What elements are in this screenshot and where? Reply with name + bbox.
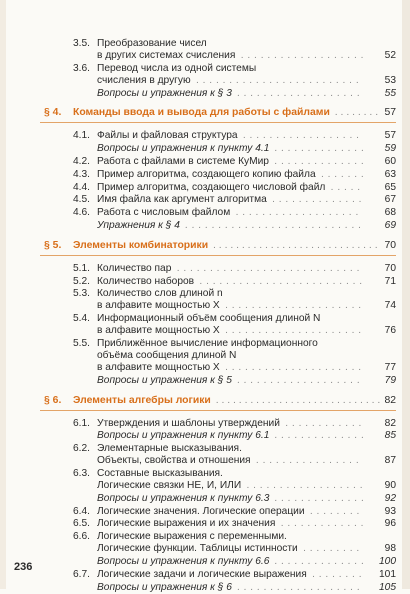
entry-number: 5.1. (73, 262, 90, 274)
entry-title-text: в алфавите мощностью X (97, 362, 220, 373)
entry-page: 74 (363, 300, 396, 312)
entry-title-text: в других системах счисления (97, 50, 236, 61)
entry-title-text: Вопросы и упражнения к § 6 (97, 581, 232, 593)
entry-title-text: Работа с файлами в системе КуМир (97, 156, 269, 167)
entry-title-text: Упражнения к § 4 (97, 220, 180, 231)
entry-title-text: Количество пар (97, 262, 172, 274)
section-rule (40, 255, 396, 256)
entry-page: 52 (363, 50, 396, 62)
entry-title-text: Вопросы и упражнения к § 3 (97, 87, 232, 99)
entry-title (97, 313, 396, 325)
entry-page: 60 (363, 156, 396, 168)
section-page: 82 (381, 395, 396, 407)
entry-number: 3.5. (73, 38, 90, 49)
entry-number: 5.4. (73, 313, 90, 325)
entry-title (97, 207, 396, 219)
entry-number: 4.1. (73, 130, 90, 142)
entry-title-text: в алфавите мощностью X (97, 325, 220, 337)
entry-title (97, 300, 396, 312)
entry-number: 6.3. (73, 468, 90, 479)
entry-page: 65 (363, 182, 396, 194)
entry-title (97, 276, 396, 288)
entry-page: 101 (363, 569, 396, 581)
entry-title-text: Вопросы и упражнения к пункту 6.6 (97, 556, 270, 567)
entry-title-text: Утверждения и шаблоны утверждений (97, 417, 280, 429)
entry-title (97, 63, 396, 75)
page-edge-left (0, 0, 6, 589)
section-number: § 5. (44, 239, 62, 251)
entry-title (97, 443, 396, 455)
entry-title-text: Количество слов длиной n (97, 288, 223, 300)
entry-number: 4.3. (73, 168, 90, 180)
entry-title (97, 143, 396, 155)
entry-number: 4.6. (73, 207, 90, 219)
entry-number: 4.5. (73, 194, 90, 206)
entry-page: 98 (363, 543, 396, 555)
entry-page: 100 (363, 556, 396, 568)
section-rule (40, 122, 396, 123)
section-title (73, 240, 396, 252)
entry-title-text: Логические функции. Таблицы истинности (97, 543, 298, 555)
entry-title-text: Составные высказывания. (97, 468, 223, 479)
entry-page: 92 (363, 493, 396, 505)
entry-title (97, 468, 396, 480)
entry-title-text: Вопросы и упражнения к пункту 6.1 (97, 430, 270, 442)
entry-number: 5.5. (73, 338, 90, 349)
entry-title (97, 263, 396, 275)
entry-title-text: Логические значения. Логические операции (97, 505, 305, 517)
entry-title-text: Логические выражения и их значения (97, 518, 276, 530)
entry-page: 76 (363, 325, 396, 337)
entry-page: 96 (363, 518, 396, 530)
entry-title-text: Количество наборов (97, 275, 195, 287)
entry-page: 90 (363, 480, 396, 492)
entry-number: 6.5. (73, 518, 90, 530)
entry-title-text: Информационный объём сообщения длиной N (97, 313, 321, 325)
entry-title (97, 531, 396, 543)
section-title (73, 107, 396, 119)
entry-title-text: Вопросы и упражнения к § 5 (97, 374, 232, 386)
section-title-text: Элементы комбинаторики (73, 239, 209, 251)
entry-title-text: Преобразование чисел (97, 38, 207, 49)
entry-page: 68 (363, 207, 396, 219)
page-number: 236 (14, 561, 33, 573)
entry-title-text: Файлы и файловая структура (97, 130, 238, 142)
entry-title-text: Логические задачи и логические выражения (97, 568, 307, 580)
section-number: § 4. (44, 107, 62, 119)
entry-title (97, 338, 396, 350)
entry-title-text: счисления в другую (97, 74, 191, 86)
entry-title-text: Пример алгоритма, создающего числовой файл (97, 181, 326, 193)
entry-title-text: Логические выражения с переменными. (97, 531, 287, 543)
section-title-text: Команды ввода и вывода для работы с файлами (73, 107, 330, 119)
entry-page: 67 (363, 194, 396, 206)
section-page: 57 (381, 107, 396, 119)
entry-page: 53 (363, 75, 396, 87)
entry-title (97, 220, 396, 232)
entry-number: 6.4. (73, 505, 90, 517)
entry-page: 79 (363, 375, 396, 387)
entry-title-text: Вопросы и упражнения к пункту 4.1 (97, 143, 270, 155)
entry-title (97, 362, 396, 374)
entry-page: 57 (363, 130, 396, 142)
entry-title (97, 480, 396, 492)
entry-number: 6.6. (73, 531, 90, 543)
entry-title-text: Имя файла как аргумент алгоритма (97, 194, 267, 206)
page-edge-right (402, 0, 410, 589)
entry-title-text: Элементарные высказывания. (97, 443, 242, 455)
entry-title-text: Вопросы и упражнения к пункту 6.3 (97, 492, 270, 504)
entry-number: 4.4. (73, 181, 90, 193)
entry-page: 85 (363, 430, 396, 442)
section-rule (40, 410, 396, 411)
entry-title (97, 194, 396, 206)
entry-title (97, 169, 396, 181)
entry-title (97, 182, 396, 194)
entry-title-text: Приближённое вычисление информационного (97, 338, 318, 349)
entry-title-text: Объекты, свойства и отношения (97, 455, 251, 467)
entry-page: 82 (363, 418, 396, 430)
entry-title (97, 418, 396, 430)
entry-page: 63 (363, 169, 396, 181)
entry-title (97, 455, 396, 467)
entry-title (97, 582, 396, 594)
entry-number: 5.3. (73, 288, 90, 300)
entry-number: 6.2. (73, 443, 90, 455)
entry-number: 6.7. (73, 568, 90, 580)
section-page: 70 (381, 240, 396, 252)
entry-title (97, 325, 396, 337)
entry-number: 4.2. (73, 156, 90, 167)
entry-title-text: Работа с числовым файлом (97, 207, 231, 219)
entry-title (97, 38, 396, 50)
entry-title (97, 375, 396, 387)
entry-title-text: объёма сообщения длиной N (97, 350, 237, 361)
entry-page: 105 (363, 582, 396, 594)
entry-title (97, 88, 396, 100)
section-title-text: Элементы алгебры логики (73, 394, 211, 406)
entry-title (97, 543, 396, 555)
entry-page: 93 (363, 506, 396, 518)
entry-title (97, 288, 396, 300)
entry-page: 71 (363, 276, 396, 288)
section-number: § 6. (44, 394, 62, 406)
entry-title (97, 556, 396, 568)
entry-number: 6.1. (73, 417, 90, 429)
entry-title-text: Пример алгоритма, создающего копию файла (97, 168, 316, 180)
entry-title (97, 156, 396, 168)
entry-page: 77 (363, 362, 396, 374)
entry-title (97, 518, 396, 530)
entry-number: 3.6. (73, 62, 90, 74)
entry-title (97, 430, 396, 442)
entry-title (97, 50, 396, 62)
entry-title (97, 350, 396, 362)
section-title (73, 395, 396, 407)
entry-page: 55 (363, 88, 396, 100)
entry-title-text: в алфавите мощностью X (97, 300, 220, 312)
entry-page: 69 (363, 220, 396, 232)
entry-title-text: Логические связки НЕ, И, ИЛИ (97, 480, 242, 491)
entry-page: 59 (363, 143, 396, 155)
entry-page: 87 (363, 455, 396, 467)
entry-number: 5.2. (73, 275, 90, 287)
entry-page: 70 (363, 263, 396, 275)
entry-title (97, 493, 396, 505)
entry-title (97, 75, 396, 87)
entry-title (97, 569, 396, 581)
entry-title (97, 130, 396, 142)
entry-title-text: Перевод числа из одной системы (97, 62, 257, 74)
entry-title (97, 506, 396, 518)
